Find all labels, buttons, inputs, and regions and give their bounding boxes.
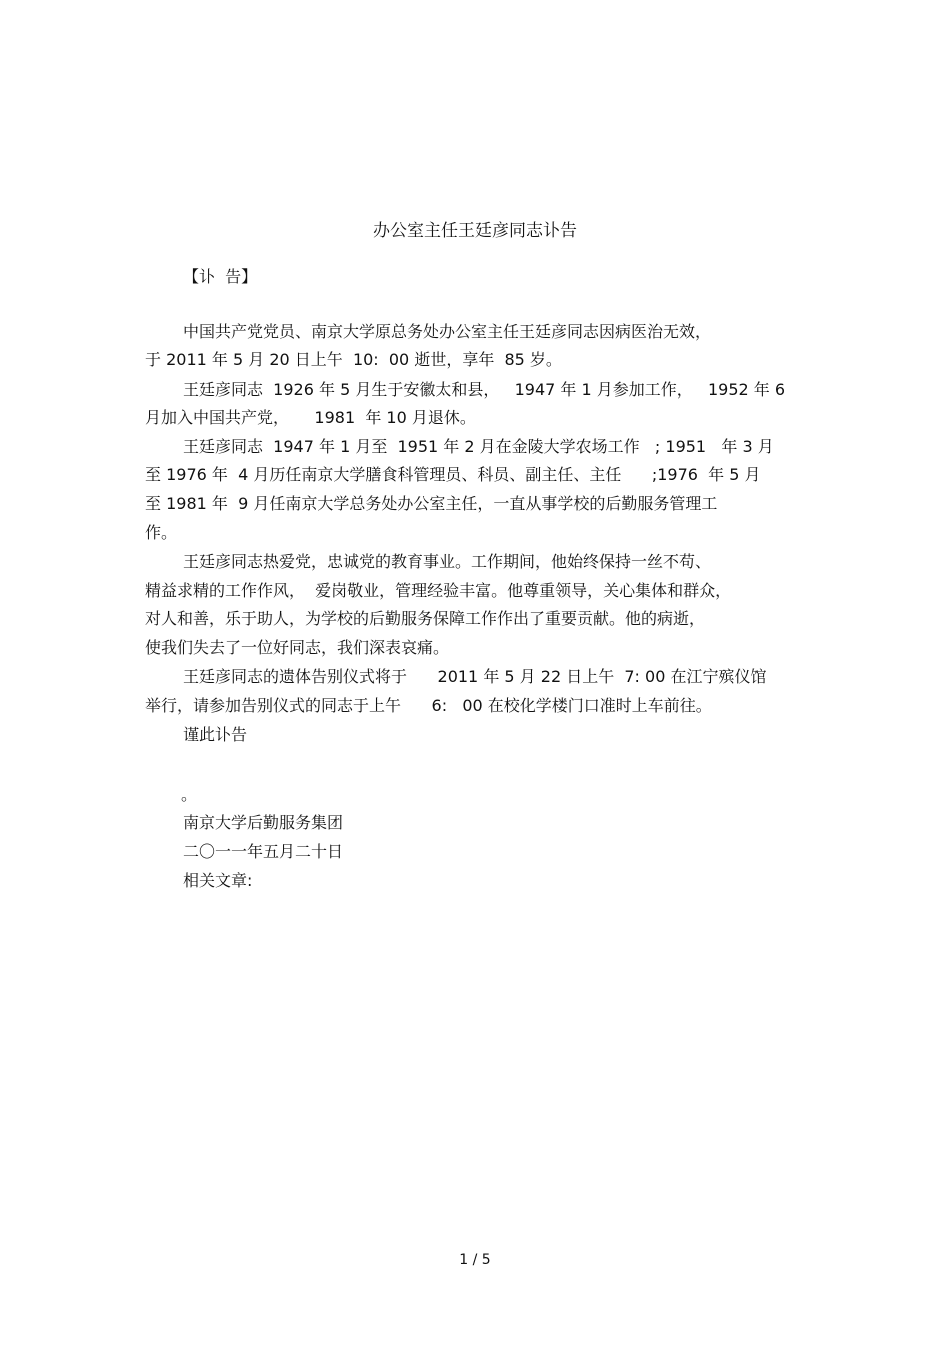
body-line: 于 2011 年 5 月 20 日上午 10: 00 逝世，享年 85 岁。 [145,350,562,369]
closing-phrase: 谨此讣告 [183,725,248,744]
page-number: 1 / 5 [459,1252,491,1268]
body-line: 举行，请参加告别仪式的同志于上午 6: 00 在校化学楼门口准时上车前往。 [145,696,712,715]
body-line: 至 1981 年 9 月任南京大学总务处办公室主任，一直从事学校的后勤服务管理工 [145,494,718,513]
related-articles-label: 相关文章: [183,871,253,890]
body-line: 至 1976 年 4 月历任南京大学膳食科管理员、科员、副主任、主任 ;1976 年 5 月 [145,465,761,484]
body-line: 王廷彦同志 1926 年 5 月生于安徽太和县， 1947 年 1 月参加工作， 1952 年 6 [183,380,786,399]
body-line: 对人和善，乐于助人，为学校的后勤服务保障工作作出了重要贡献。他的病逝， [145,609,706,628]
document-title: 办公室主任王廷彦同志讣告 [373,221,577,241]
body-line: 精益求精的工作作风， 爱岗敬业，管理经验丰富。他尊重领导，关心集体和群众， [145,581,732,600]
body-line: 王廷彦同志热爱党，忠诚党的教育事业。工作期间，他始终保持一丝不苟、 [183,552,712,571]
closing-mark: 。 [181,785,198,804]
issue-date: 二〇一一年五月二十日 [183,842,344,861]
body-line: 作。 [145,523,178,542]
body-line: 月加入中国共产党， 1981 年 10 月退休。 [145,408,476,427]
body-line: 使我们失去了一位好同志，我们深表哀痛。 [145,638,450,657]
body-line: 王廷彦同志 1947 年 1 月至 1951 年 2 月在金陵大学农场工作 ; 1951 年 3 月 [183,437,774,456]
body-line: 王廷彦同志的遗体告别仪式将于 2011 年 5 月 22 日上午 7: 00 在江宁殡仪馆 [183,667,767,686]
issuer-name: 南京大学后勤服务集团 [183,813,344,832]
obituary-heading: 【讣 告】 [183,267,258,286]
body-line: 中国共产党党员、南京大学原总务处办公室主任王廷彦同志因病医治无效， [183,322,712,341]
